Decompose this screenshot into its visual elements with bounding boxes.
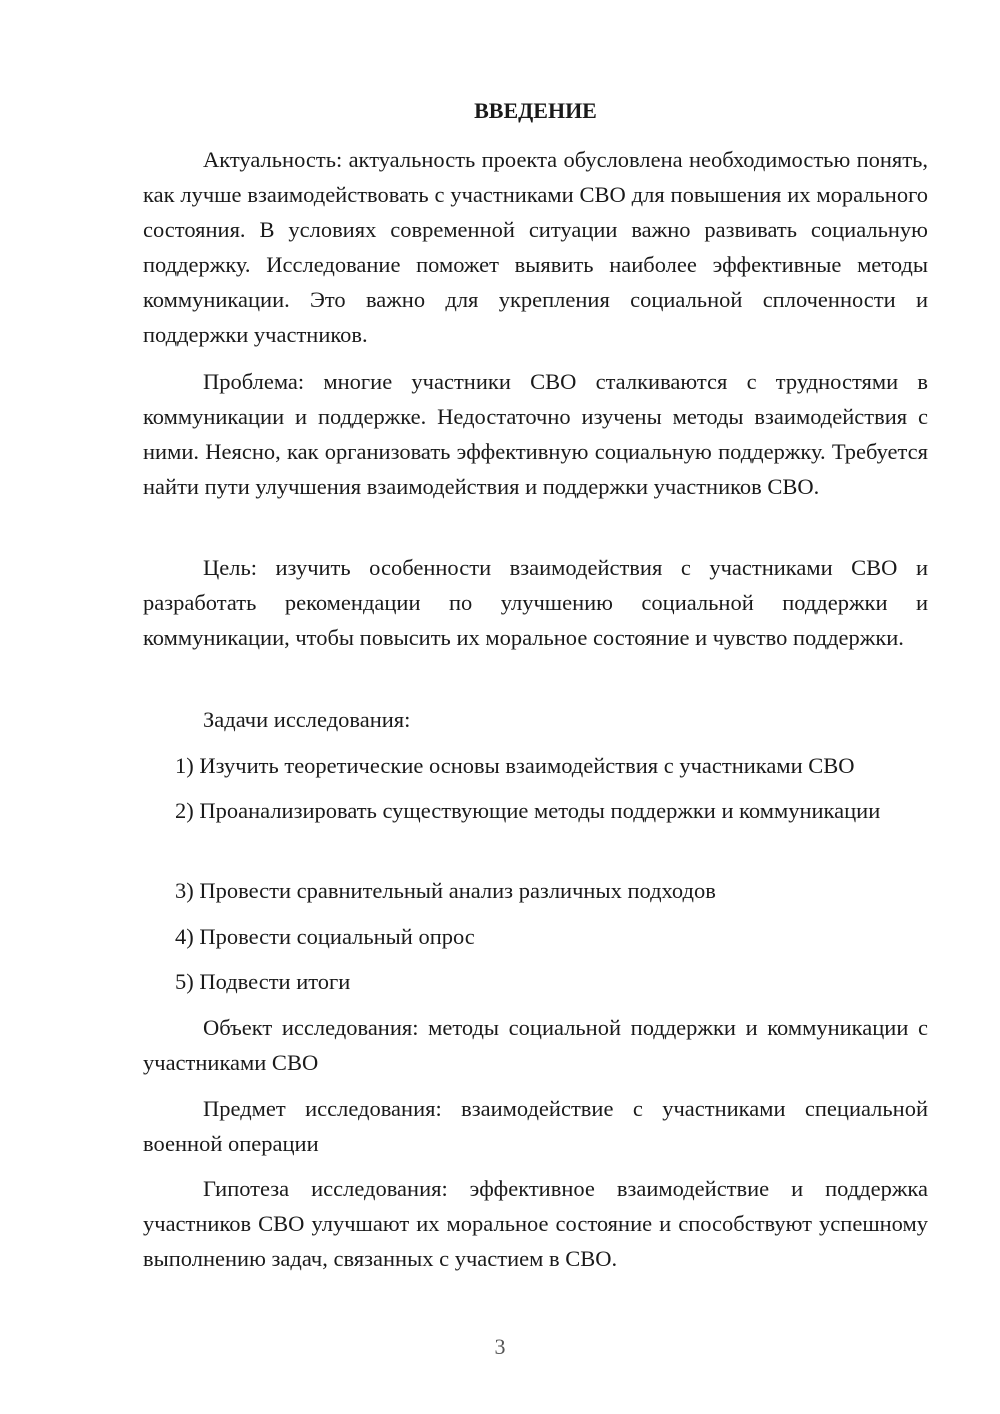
task-item-2: 2) Проанализировать существующие методы поддержки и коммуникации: [175, 798, 881, 823]
subject-paragraph: Предмет исследования: взаимодействие с участниками специальной военной операции: [143, 1096, 928, 1156]
object-paragraph: Объект исследования: методы социальной поддержки и коммуникации с участниками СВО: [143, 1015, 928, 1075]
hypothesis-paragraph: Гипотеза исследования: эффективное взаимодействие и поддержка участников СВО улучшают их моральное состояние и способствуют успешному выполнению задач, связанных с участием в СВО.: [143, 1176, 928, 1271]
page-number: 3: [494, 1334, 506, 1359]
page-title: ВВЕДЕНИЕ: [474, 98, 597, 123]
relevance-paragraph: Актуальность: актуальность проекта обусловлена необходимостью понять, как лучше взаимодействовать с участниками СВО для повышения их морального состояния. В условиях современной ситуации важно развивать социальную поддержку. Исследование поможет выявить наиболее эффективные методы коммуникации. Это важно для укрепления социальной сплоченности и поддержки участников.: [143, 147, 928, 347]
task-item-4: 4) Провести социальный опрос: [175, 924, 475, 949]
task-item-1: 1) Изучить теоретические основы взаимодействия с участниками СВО: [175, 753, 855, 778]
tasks-heading: Задачи исследования:: [203, 707, 411, 732]
task-item-3: 3) Провести сравнительный анализ различных подходов: [175, 878, 716, 903]
task-item-5: 5) Подвести итоги: [175, 969, 351, 994]
goal-paragraph: Цель: изучить особенности взаимодействия с участниками СВО и разработать рекомендации по улучшению социальной поддержки и коммуникации, чтобы повысить их моральное состояние и чувство поддержки.: [143, 555, 928, 650]
problem-paragraph: Проблема: многие участники СВО сталкиваются с трудностями в коммуникации и поддержке. Недостаточно изучены методы взаимодействия с ними. Неясно, как организовать эффективную социальную поддержку. Требуется найти пути улучшения взаимодействия и поддержки участников СВО.: [143, 369, 928, 499]
